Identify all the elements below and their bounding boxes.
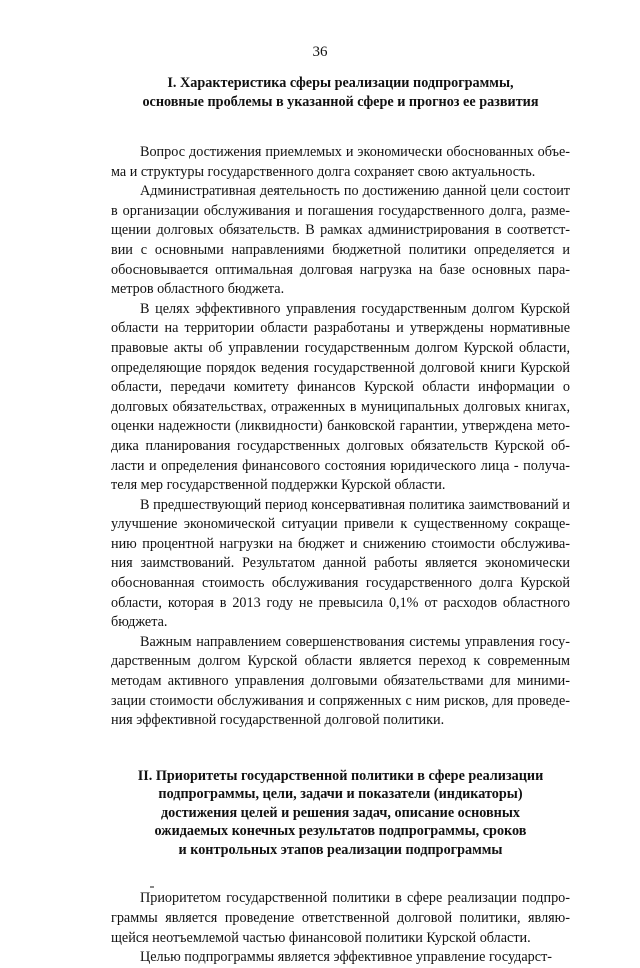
paragraph-line: щении долговых обязательств. В рамках администрирования в соответст- (111, 222, 570, 239)
paragraph-line: области, которая в 2013 году не превысила 0,1% от расходов областного (111, 594, 570, 611)
section-1-heading-line: I. Характеристика сферы реализации подпрограммы, (167, 75, 514, 91)
paragraph-line: ния заимствований. Результатом данной работы является экономически (111, 555, 570, 572)
page-content (111, 74, 570, 968)
page-number: 36 (312, 44, 328, 60)
paragraph-line: щейся неотъемлемой частью финансовой политики Курской области. (111, 929, 531, 946)
paragraph-line: области на территории области разработаны и утверждены нормативные (111, 320, 570, 337)
section-1-paragraph (111, 143, 570, 182)
paragraph-line: зации стоимости обслуживания и сопряженных с ним рисков, для проведе- (111, 692, 570, 709)
paragraph-line: методам активного управления долговыми обязательствами для миними- (111, 673, 570, 690)
paragraph-line: правовые акты об управлении государственным долгом Курской области, (111, 339, 570, 356)
section-1-paragraph (111, 182, 570, 300)
section-2-heading-line: II. Приоритеты государственной политики в сфере реализации (137, 767, 544, 784)
section-2-heading-line: достижения целей и решения задач, описание основных (161, 804, 520, 821)
paragraph-line: бюджета. (111, 614, 168, 631)
paragraph-line: Приоритетом государственной политики в сфере реализации подпро- (140, 890, 570, 907)
paragraph-line: ласти и определения финансового состояния юридического лица - получа- (111, 457, 570, 474)
section-1-heading-line: основные проблемы в указанной сфере и прогноз ее развития (142, 93, 539, 110)
paragraph-line: обосновывается оптимальная долговая нагрузка на базе основных пара- (111, 261, 570, 278)
paragraph-line: дарственным долгом Курской области является переход к современным (111, 653, 570, 670)
paragraph-line: дика планирования государственных долговых обязательств Курской об- (111, 437, 570, 454)
paragraph-line: ма и структуры государственного долга сохраняет свою актуальность. (111, 163, 536, 180)
paragraph-line: долговых обязательствах, отраженных в муниципальных долговых книгах, (111, 398, 570, 415)
paragraph-line: улучшение экономической ситуации привели к существенному сокраще- (111, 516, 570, 533)
section-1-heading (111, 74, 570, 111)
section-2-heading-line: ожидаемых конечных результатов подпрограммы, сроков (154, 823, 527, 840)
paragraph-line: метров областного бюджета. (111, 281, 285, 298)
paragraph-line: В целях эффективного управления государственным долгом Курской (140, 300, 570, 317)
section-1-body (111, 143, 570, 731)
section-2-heading-line: подпрограммы, цели, задачи и показатели (индикаторы) (158, 786, 523, 803)
paragraph-line: Административная деятельность по достижению данной цели состоит (140, 183, 570, 200)
paragraph-line: граммы является проведение ответственной долговой политики, являю- (111, 909, 570, 926)
section-2-heading (111, 767, 570, 860)
section-1-paragraph (111, 496, 570, 633)
section-1-paragraph (111, 300, 570, 496)
paragraph-line: Важным направлением совершенствования системы управления госу- (140, 633, 570, 650)
paragraph-line: определяющие порядок ведения государственной долговой книги Курской (111, 359, 570, 376)
paragraph-line: В предшествующий период консервативная политика заимствований и (140, 496, 570, 513)
paragraph-line: оценки надежности (ликвидности) банковской гарантии, утверждена мето- (111, 418, 570, 435)
paragraph-line: теля мер государственной поддержки Курской области. (111, 477, 446, 494)
paragraph-line: ния эффективной государственной долговой политики. (111, 712, 445, 729)
section-2-body (111, 889, 570, 967)
paragraph-line: Вопрос достижения приемлемых и экономически обоснованных объе- (140, 144, 570, 160)
paragraph-line: Целью подпрограммы является эффективное управление государст- (140, 949, 552, 966)
section-2-paragraph (111, 948, 570, 968)
paragraph-line: обоснованная стоимость обслуживания государственного долга Курской (111, 575, 570, 592)
scan-artifact (150, 886, 154, 888)
paragraph-line: нию процентной нагрузки на бюджет и снижению стоимости обслужива- (111, 535, 570, 552)
section-1-paragraph (111, 633, 570, 731)
paragraph-line: области, передачи комитету финансов Курской области информации о (111, 379, 570, 396)
section-2-heading-line: и контрольных этапов реализации подпрограммы (178, 841, 503, 858)
paragraph-line: вии с основными направлениями бюджетной политики определяется и (111, 241, 570, 258)
paragraph-line: в организации обслуживания и погашения государственного долга, разме- (111, 202, 570, 219)
section-2-paragraph (111, 889, 570, 948)
